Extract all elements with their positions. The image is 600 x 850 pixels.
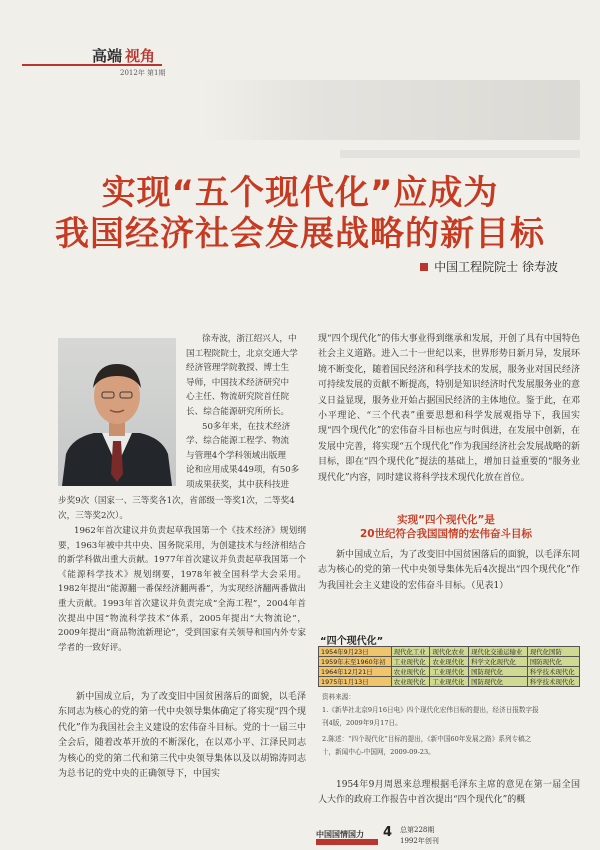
table-cell: 工业现代化 xyxy=(430,677,469,687)
article-title-line-2: 我国经济社会发展战略的新目标 xyxy=(55,214,545,254)
table-cell: 现代化工业 xyxy=(391,647,430,657)
author-bio-continued xyxy=(58,494,306,523)
table-note-2a: 2.陈述：“四个现代化”目标的提出，《新中国60年发展之路》系列专稿之 xyxy=(322,735,532,743)
paragraph-text: 新中国成立后，为了改变旧中国贫困落后的面貌，以毛泽东同志为核心的党的第一代中央领导集体先后4次提出“四个现代化”作为我国社会主义建设的宏伟奋斗目标。（见表1） xyxy=(318,550,580,591)
footer-founded: 1992年创刊 xyxy=(400,837,439,845)
table-cell: 工业现代化 xyxy=(391,657,430,667)
article-title-line-1: 实现“五个现代化”应成为 xyxy=(101,173,499,213)
table-row xyxy=(319,677,580,687)
table-cell: 国防现代化 xyxy=(527,657,579,667)
table-cell: 现代化国防 xyxy=(527,647,579,657)
table-cell: 农业现代化 xyxy=(391,667,430,677)
bio-line: 论和应用成果449项，有50多 xyxy=(186,465,300,476)
bio-line: 50多年来，在技术经济 xyxy=(202,421,291,432)
table-cell: 农业现代化 xyxy=(430,657,469,667)
section-heading-line-1: 实现“四个现代化”是 xyxy=(397,514,495,526)
body-right-paragraph-2 xyxy=(318,548,580,594)
bio-cont: 步奖9次（国家一、三等奖各1次，省部级一等奖1次，二等奖4次，三等奖2次）。 xyxy=(58,496,295,521)
paragraph-text: 新中国成立后，为了改变旧中国贫困落后的面貌，以毛泽东同志为核心的党的第一代中央领导集体确定了将实现“四个现代化”作为我国社会主义建设的宏伟奋斗目标。党的十一届三中全会后，随着改革开放的不断深化，在以邓小平、江泽民同志为核心的党的第二代和第三代中央领导集体以及以胡锦涛同志为总书记的党中央的正确领导下，中国实 xyxy=(58,692,306,780)
body-right-paragraph-3 xyxy=(318,778,580,809)
bio-line: 与管理4个学科领域出版理 xyxy=(186,450,286,461)
table-note-1b: 刊4版，2009年9月17日。 xyxy=(322,719,402,727)
column-name-2: 视角 xyxy=(125,47,156,65)
column-name-1: 高端 xyxy=(92,47,123,65)
table-cell: 工业现代化 xyxy=(430,667,469,677)
table-cell: 1975年1月13日 xyxy=(319,677,392,687)
table-cell: 1964年12月21日 xyxy=(319,667,392,677)
bio-line: 国工程院院士，北京交通大学 xyxy=(186,348,298,359)
bio-line: 长、综合能源研究所所长。 xyxy=(186,406,290,417)
table-row xyxy=(319,667,580,677)
footer-total-issue: 总第228期 xyxy=(400,826,435,834)
table-cell: 农业现代化 xyxy=(391,677,430,687)
table-note-1a: 1.《新华社北京9月16日电》四个现代化宏伟目标的提出，经济日报数字报 xyxy=(322,706,539,714)
table-cell: 科学技术现代化 xyxy=(527,667,579,677)
table-cell: 1954年9月23日 xyxy=(319,647,392,657)
bio-line: 学、综合能源工程学、物流 xyxy=(186,436,290,447)
author-achievements xyxy=(58,524,306,655)
bullet-square-icon xyxy=(420,263,428,271)
table-cell: 科学文化现代化 xyxy=(469,657,528,667)
table-cell: 国防现代化 xyxy=(469,677,528,687)
table-note-2b: 十，新闻中心-中国网，2009-09-23。 xyxy=(322,748,435,756)
achievements-text: 1962年首次建议并负责起草我国第一个《技术经济》规划纲要，1963年被中共中央、国务院采用，为创建技术与经济相结合的新学科做出重大贡献。1977年首次建议并负责起草我国第一个《能源科学技术》规划纲要，1978年被全国科学大会采用。1982年提出“能源翻一番保经济翻两番”，为实现经济翻两番做出重大贡献。1993年首次建议并负责完成“全海工程”，2004年首次提出中国“物流科学技术”体系，2005年提出“大物流论”，2009年提出“商品物流新理论”，受到国家有关领导和国内外专家学者的一致好评。 xyxy=(58,526,306,653)
background-bleed-line xyxy=(340,150,580,158)
body-left-paragraph xyxy=(58,690,306,782)
table-row xyxy=(319,647,580,657)
table-row xyxy=(319,657,580,667)
author-portrait xyxy=(58,338,176,486)
column-tag xyxy=(22,44,162,66)
table-cell: 国防现代化 xyxy=(469,667,528,677)
bio-line: 经济管理学院教授、博士生 xyxy=(186,363,290,374)
bio-line: 导师，中国技术经济研究中 xyxy=(186,377,290,388)
page-number: 4 xyxy=(383,825,393,840)
issue-label: 2012年 第1期 xyxy=(120,69,166,77)
section-heading-line-2: 20世纪符合我国国情的宏伟奋斗目标 xyxy=(359,528,533,540)
background-bleed xyxy=(200,80,580,140)
footer-accent-bar xyxy=(316,839,378,845)
bio-line: 项成果获奖，其中获科技进 xyxy=(186,479,290,490)
table-cell: 现代化农业 xyxy=(430,647,469,657)
author-bio xyxy=(186,332,306,493)
author-byline xyxy=(420,258,558,275)
body-right-paragraph-1 xyxy=(318,332,580,486)
table-cell: 现代化交通运输业 xyxy=(469,647,528,657)
paragraph-text: 现“四个现代化”的伟大事业得到继承和发展，开创了具有中国特色社会主义道路。进入二十一世纪以来，世界形势日新月异，发展环境不断变化，随着国民经济和科学技术的发展，服务业对国民经济可持续发展的贡献不断提高，特别是知识经济时代发展服务业的意义日益显现，服务业开始占据国民经济的主体地位。鉴于此，在邓小平理论、“三个代表”重要思想和科学发展观指导下，我国实现“四个现代化”的宏伟奋斗目标也应与时俱进，在发展中创新，在发展中完善，将实现“五个现代化”作为我国经济社会发展战略的新目标，即在“四个现代化”提法的基础上，增加日益重要的“服务业现代化”内容，同时建议将科学技术现代化放在首位。 xyxy=(318,334,580,483)
table-cell: 科学技术现代化 xyxy=(527,677,579,687)
modernization-table xyxy=(318,646,580,687)
footer-journal-name: 中国国情国力 xyxy=(316,830,364,839)
table-cell: 1959年末至1960年初 xyxy=(319,657,392,667)
table-source-label: 资料来源： xyxy=(322,693,355,701)
bio-line: 徐寿波，浙江绍兴人，中 xyxy=(202,334,297,344)
paragraph-text: 1954年9月周恩来总理根据毛泽东主席的意见在第一届全国人大作的政府工作报告中首次提出“四个现代化”的概 xyxy=(318,780,580,806)
table-title: “四个现代化” xyxy=(320,636,384,647)
author-name: 中国工程院院士 徐寿波 xyxy=(434,260,558,274)
bio-line: 心主任、物流研究院首任院 xyxy=(186,392,290,403)
